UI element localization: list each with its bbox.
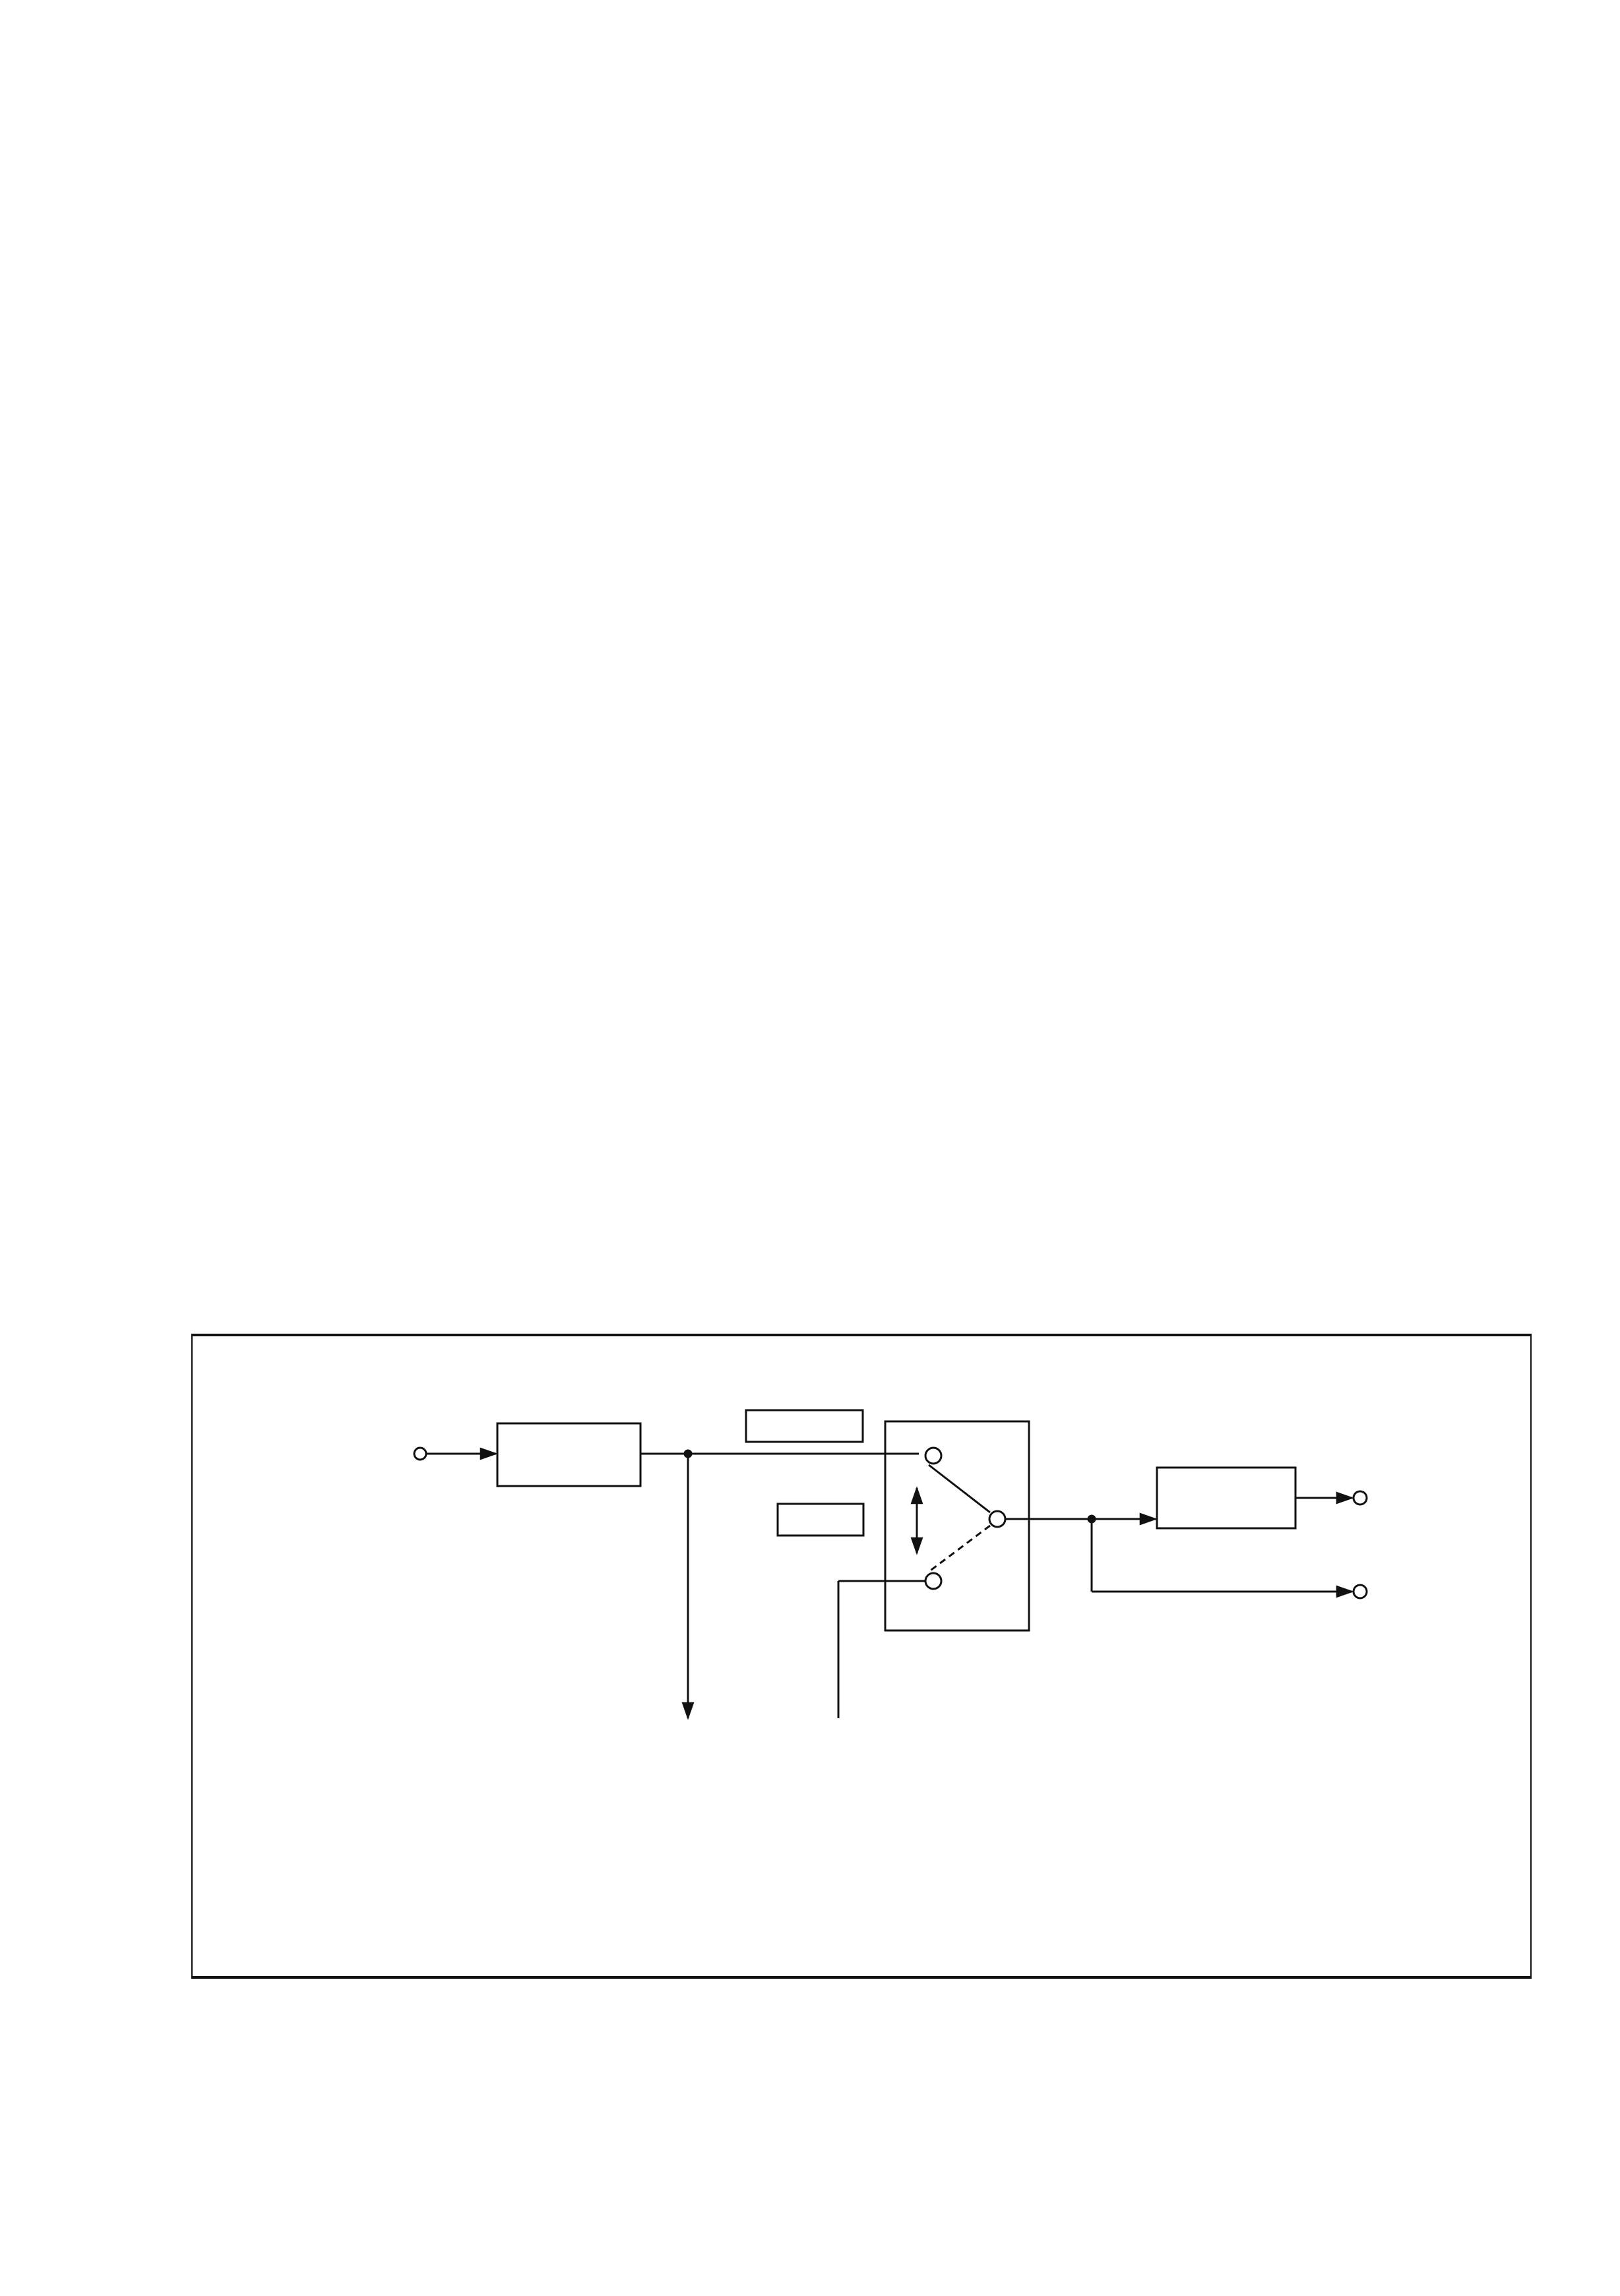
signal-flow-diagram-frame xyxy=(191,1334,1532,1979)
left-column xyxy=(191,402,821,425)
